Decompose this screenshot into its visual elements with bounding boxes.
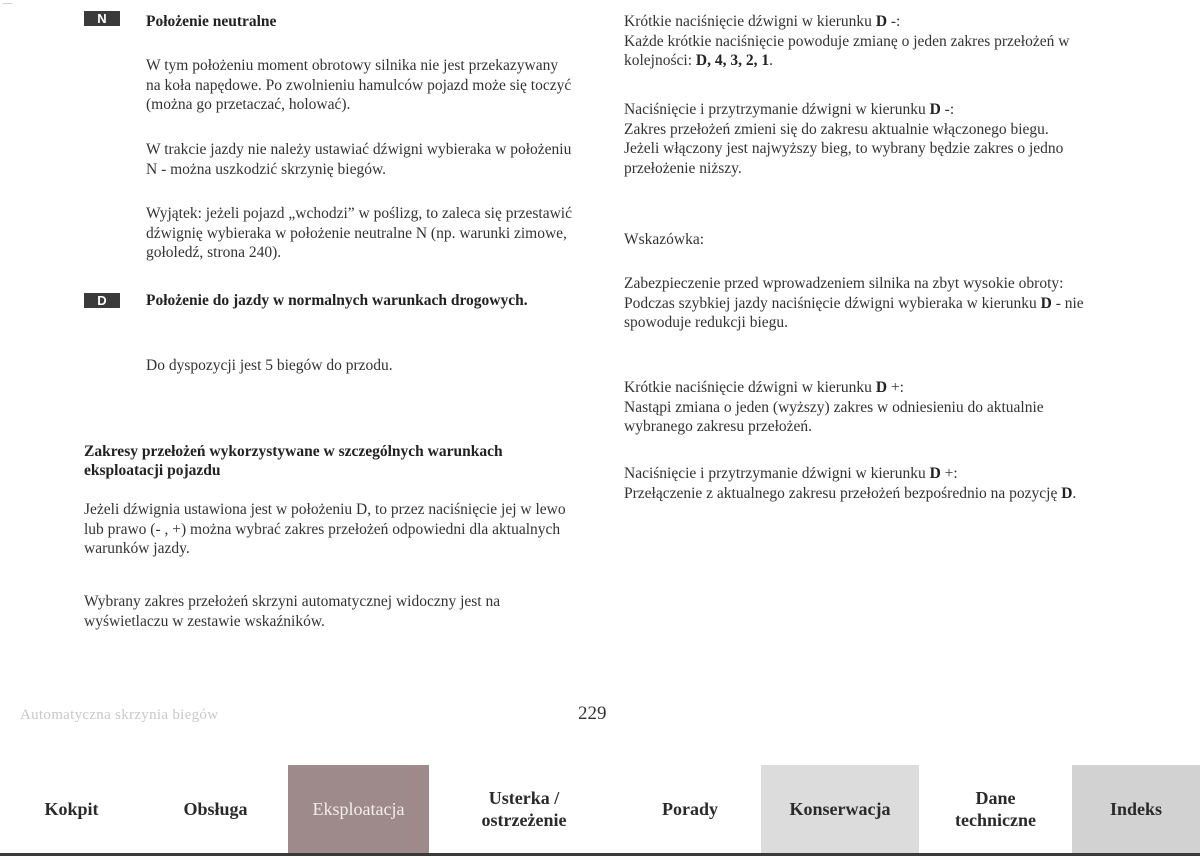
- n-badge: N: [84, 11, 120, 26]
- tab-indeks[interactable]: Indeks: [1072, 765, 1200, 853]
- neutral-paragraph-1: W tym położeniu moment obrotowy silnika nie jest przekazywany na koła napędowe. Po zwolnieniu hamulców pojazd może się toczyć (można go przetaczać, holować).: [146, 57, 572, 113]
- ranges-paragraph-2: Wybrany zakres przełożeń skrzyni automatycznej widoczny jest na wyświetlaczu w zestawie wskaźników.: [84, 593, 501, 630]
- corner-mark: ━━━━: [3, 1, 13, 6]
- tab-eksploatacja[interactable]: Eksploatacja: [288, 765, 429, 853]
- short-press-minus: Krótkie naciśnięcie dźwigni w kierunku D -: Każde krótkie naciśnięcie powoduje zmianę o jeden zakres przełożeń w kolejności: D, 4, 3, 2, 1.: [624, 13, 1070, 69]
- overrev-protection: Zabezpieczenie przed wprowadzeniem silnika na zbyt wysokie obroty: Podczas szybkiej jazdy naciśnięcie dźwigni wybieraka w kierunku D - nie spowoduje redukcji biegu.: [624, 275, 1084, 331]
- neutral-heading: Położenie neutralne: [146, 13, 277, 30]
- ranges-paragraph-1: Jeżeli dźwignia ustawiona jest w położeniu D, to przez naciśnięcie jej w lewo lub prawo (- , +) można wybrać zakres przełożeń odpowiedni dla aktualnych warunków jazdy.: [84, 501, 566, 557]
- ranges-heading: Zakresy przełożeń wykorzystywane w szczególnych warunkach eksploatacji pojazdu: [84, 443, 503, 479]
- drive-heading: Położenie do jazdy w normalnych warunkach drogowych.: [146, 292, 528, 309]
- drive-paragraph: Do dyspozycji jest 5 biegów do przodu.: [146, 357, 393, 374]
- short-press-plus: Krótkie naciśnięcie dźwigni w kierunku D +: Nastąpi zmiana o jeden (wyższy) zakres w odniesieniu do aktualnie wybranego zakresu przełożeń.: [624, 379, 1044, 435]
- section-title: Automatyczna skrzynia biegów: [20, 707, 219, 723]
- neutral-paragraph-3: Wyjątek: jeżeli pojazd „wchodzi” w poślizg, to zaleca się przestawić dźwignię wybieraka w położenie neutralne N (np. warunki zimowe, gołoledź, strona 240).: [146, 205, 572, 261]
- tab-usterka[interactable]: Usterka / ostrzeżenie: [481, 788, 567, 830]
- tab-porady[interactable]: Porady: [662, 799, 718, 819]
- hold-plus: Naciśnięcie i przytrzymanie dźwigni w kierunku D +: Przełączenie z aktualnego zakresu przełożeń bezpośrednio na pozycję D.: [624, 465, 1077, 502]
- bottom-rule: [0, 853, 1200, 856]
- tab-konserwacja[interactable]: Konserwacja: [761, 765, 919, 853]
- tab-obsluga[interactable]: Obsługa: [183, 799, 248, 819]
- chapter-navigation: [0, 765, 1200, 853]
- page-number: 229: [578, 703, 607, 724]
- tab-dane-techniczne[interactable]: Dane techniczne: [955, 788, 1036, 830]
- d-badge: D: [84, 293, 120, 308]
- neutral-paragraph-2: W trakcie jazdy nie należy ustawiać dźwigni wybieraka w położeniu N - można uszkodzić skrzynię biegów.: [146, 141, 572, 178]
- tab-kokpit[interactable]: Kokpit: [44, 799, 99, 819]
- hold-minus: Naciśnięcie i przytrzymanie dźwigni w kierunku D -: Zakres przełożeń zmieni się do zakresu aktualnie włączonego biegu. Jeżeli włączony jest najwyższy bieg, to wybrany będzie zakres o jedno przełożenie niższy.: [624, 101, 1064, 177]
- note-label: Wskazówka:: [624, 231, 705, 248]
